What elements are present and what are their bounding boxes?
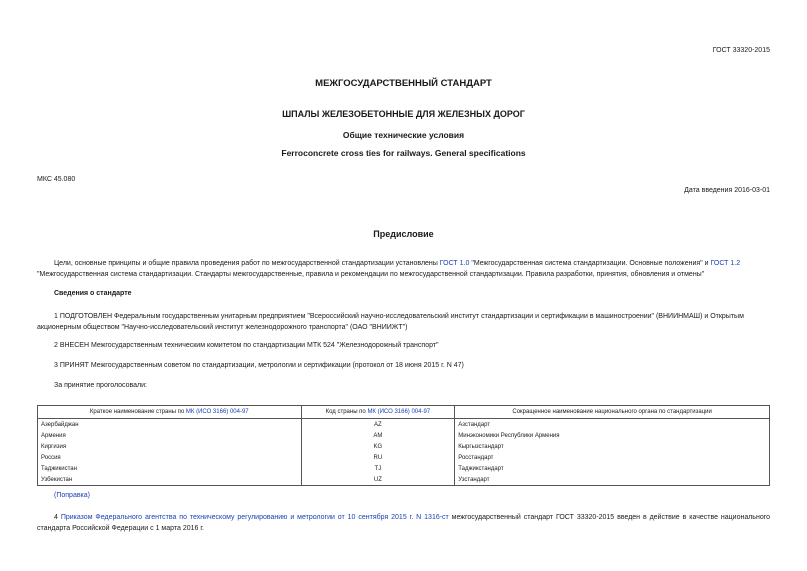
- document-subtitle: Общие технические условия: [342, 130, 465, 140]
- national-body-cell: Росстандарт: [455, 452, 770, 463]
- country-name-cell: Азербайджан: [38, 419, 302, 431]
- country-code-cell: RU: [301, 452, 455, 463]
- country-name-cell: Армения: [38, 430, 302, 441]
- standard-info-heading: Сведения о стандарте: [54, 290, 132, 297]
- intro-date: Дата введения 2016-03-01: [684, 187, 770, 194]
- mks-code: МКС 45.080: [37, 176, 76, 183]
- paragraph-text: "Межгосударственная система стандартизации. Стандарты межгосударственные, правила и рекомендации по межгосударственной стандартизации. Правила разработки, принятия, обновления и отмены": [37, 271, 705, 278]
- table-row: [38, 430, 770, 441]
- country-code-cell: TJ: [301, 463, 455, 474]
- country-name-cell: Киргизия: [38, 441, 302, 452]
- paragraph-text: 1 ПОДГОТОВЛЕН Федеральным государственным унитарным предприятием "Всероссийский научно-исследовательский институт стандартизации и сертификации в машиностроении" (ВНИИНМАШ) и Открытым акционерным обществом "Научно-исследовательский институт железнодорожного транспорта" (ОАО "ВНИИЖТ"): [37, 313, 744, 331]
- gost-1-0-link[interactable]: ГОСТ 1.0: [439, 260, 470, 267]
- enacted-paragraph: [37, 512, 770, 534]
- mk-iso-3166-link[interactable]: МК (ИСО 3166) 004-97: [185, 409, 249, 415]
- national-body-cell: Кыргызстандарт: [455, 441, 770, 452]
- country-code-cell: AM: [301, 430, 455, 441]
- country-code-cell: AZ: [301, 419, 455, 431]
- national-body-header: Сокращенное наименование национального органа по стандартизации: [455, 406, 770, 419]
- gost-1-2-link[interactable]: ГОСТ 1.2: [710, 260, 741, 267]
- voting-countries-table: [37, 405, 770, 486]
- country-name-header: Краткое наименование страны по МК (ИСО 3166) 004-97: [38, 406, 302, 419]
- national-body-cell: Минэкономики Республики Армения: [455, 430, 770, 441]
- paragraph-text: "Межгосударственная система стандартизации. Основные положения" и: [469, 260, 711, 267]
- standard-category: МЕЖГОСУДАРСТВЕННЫЙ СТАНДАРТ: [315, 78, 492, 89]
- paragraph-text: 4: [54, 514, 61, 521]
- country-name-cell: Россия: [38, 452, 302, 463]
- english-title: Ferroconcrete cross ties for railways. General specifications: [281, 148, 526, 158]
- amendment-link[interactable]: (Поправка): [54, 492, 90, 499]
- preface-paragraph-goals: [37, 258, 770, 280]
- table-row: [38, 419, 770, 431]
- preface-heading: Предисловие: [373, 229, 434, 239]
- prepared-by-paragraph: [37, 311, 770, 333]
- paragraph-text: Цели, основные принципы и общие правила проведения работ по межгосударственной стандартизации установлены: [54, 260, 440, 267]
- table-header-row: [38, 406, 770, 419]
- country-code-cell: UZ: [301, 474, 455, 486]
- voted-label: За принятие проголосовали:: [54, 382, 147, 389]
- document-code: ГОСТ 33320-2015: [712, 47, 770, 54]
- national-body-cell: Азстандарт: [455, 419, 770, 431]
- country-name-cell: Таджикистан: [38, 463, 302, 474]
- table-row: [38, 463, 770, 474]
- document-title: ШПАЛЫ ЖЕЛЕЗОБЕТОННЫЕ ДЛЯ ЖЕЛЕЗНЫХ ДОРОГ: [282, 109, 525, 119]
- country-code-cell: KG: [301, 441, 455, 452]
- national-body-cell: Таджикстандарт: [455, 463, 770, 474]
- national-body-cell: Узстандарт: [455, 474, 770, 486]
- mk-iso-3166-link[interactable]: МК (ИСО 3166) 004-97: [367, 409, 431, 415]
- country-code-header: Код страны по МК (ИСО 3166) 004-97: [301, 406, 455, 419]
- rosstandart-order-link[interactable]: Приказом Федерального агентства по техническому регулированию и метрологии от 10 сентября 2015 г. N 1316-ст: [60, 514, 449, 521]
- introduced-by-paragraph: 2 ВНЕСЕН Межгосударственным техническим комитетом по стандартизации МТК 524 "Железнодорожный транспорт": [54, 342, 439, 349]
- country-name-cell: Узбекистан: [38, 474, 302, 486]
- table-row: [38, 452, 770, 463]
- adopted-by-paragraph: 3 ПРИНЯТ Межгосударственным советом по стандартизации, метрологии и сертификации (протокол от 18 июня 2015 г. N 47): [54, 362, 464, 369]
- table-row: [38, 441, 770, 452]
- table-row: [38, 474, 770, 486]
- paragraph-text: межгосударственный стандарт ГОСТ 33320-2015 введен в действие в качестве национального стандарта Российской Федерации с 1 марта 2016 г.: [37, 514, 771, 532]
